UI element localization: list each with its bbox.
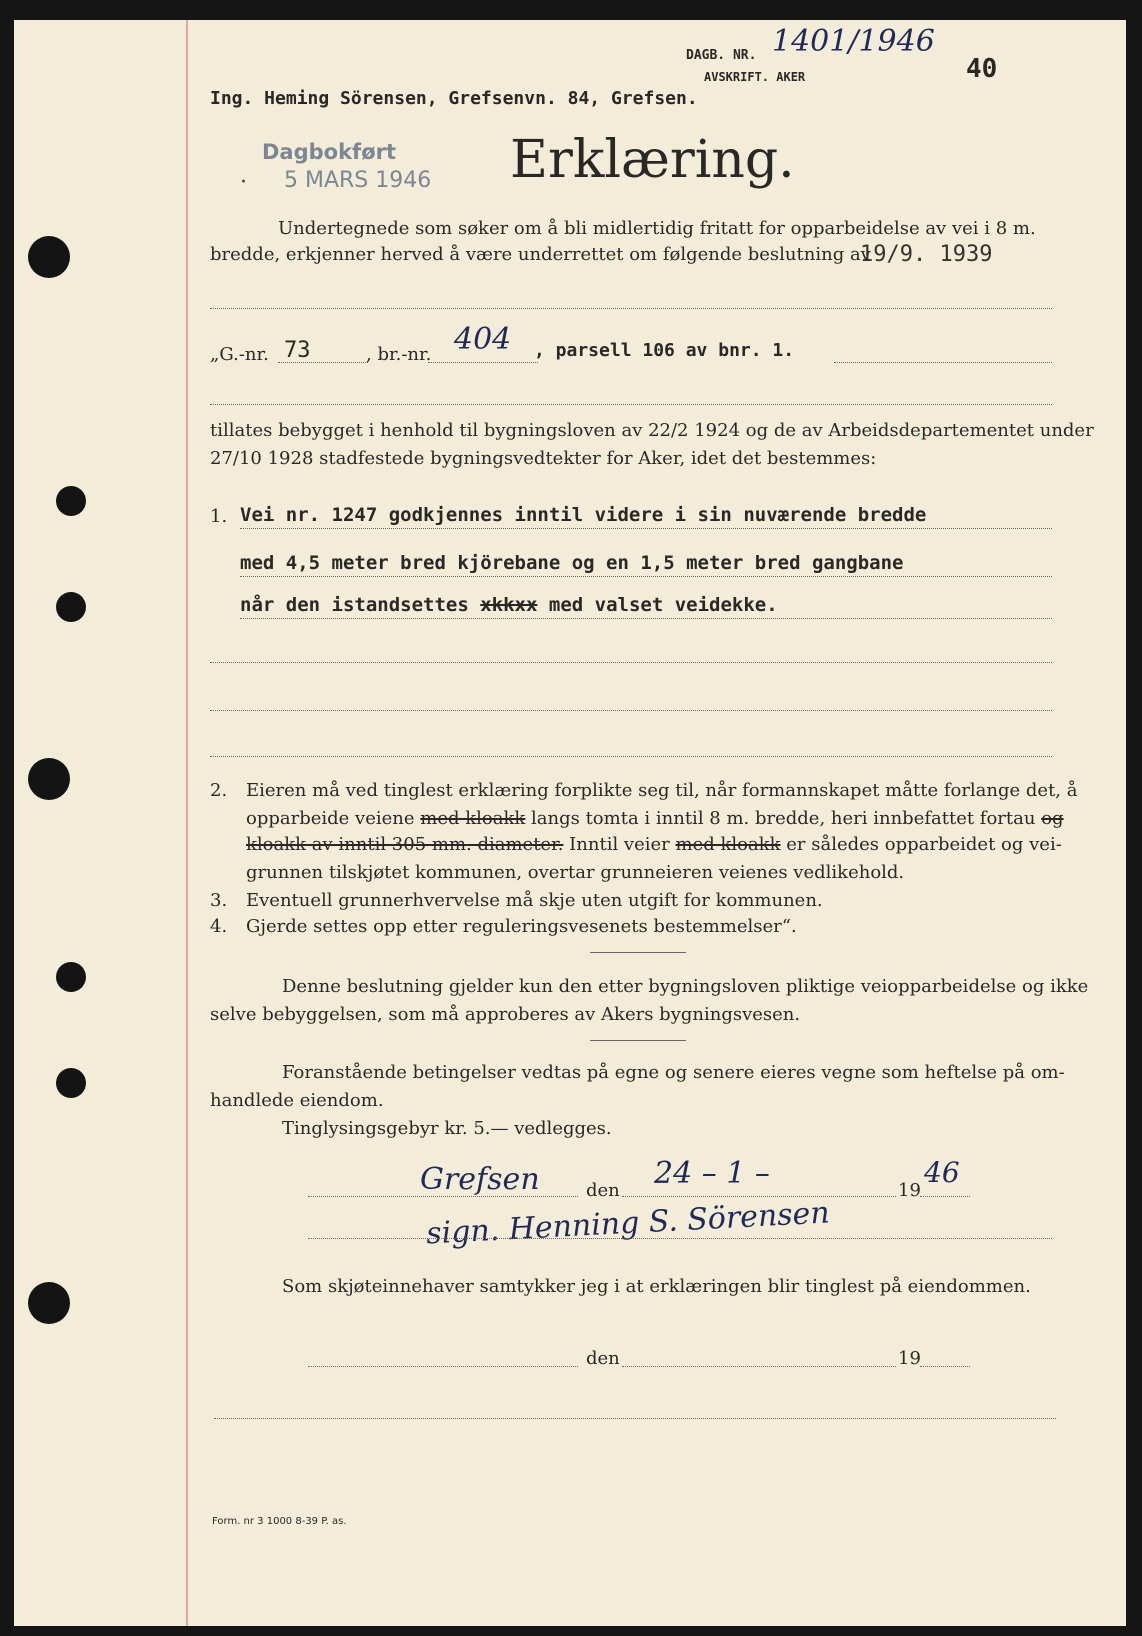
year-prefix: 19 (898, 1180, 921, 1201)
binder-hole (28, 758, 70, 800)
bnr-label: , br.-nr. (366, 344, 432, 365)
intro-line-1: Undertegnede som søker om å bli midlertidig fritatt for opparbeidelse av vei i 8 m. (278, 218, 1036, 239)
dotted-line (210, 756, 1052, 757)
intro-line-2: bredde, erkjenner herved å være underrettet om følgende beslutning av (210, 244, 871, 265)
page-number: 40 (966, 54, 998, 84)
condition-1-line-2: med 4,5 meter bred kjörebane og en 1,5 meter bred gangbane (240, 552, 904, 574)
dotted-line (210, 308, 1052, 309)
parcel-text: , parsell 106 av bnr. 1. (534, 340, 795, 361)
year-handwritten: 46 (924, 1156, 960, 1189)
document-page: DAGB. NR. 1401/1946 AVSKRIFT. AKER 40 Ing. Heming Sörensen, Grefsenvn. 84, Grefsen. Dagbokført · 5 MARS 1946 Erklæring. Undertegnede som søker om å bli midlertidig fritatt for opparbeidelse av vei i 8 m. bredde, erkjenner herved å være underrettet om følgende beslutning av 19/9. 1939 „G.-nr. 73 , br.-nr. 404 , parsell 106 av bnr. 1. tillates bebygget i henhold til bygningsloven av 22/2 1924 og de av Arbeidsdepartementet under 27/10 1928 stadfestede bygningsvedtekter for Aker, idet det bestemmes: 1. Vei nr. 1247 godkjennes inntil videre i sin nuværende bredde med 4,5 meter bred kjörebane og en 1,5 meter bred gangbane når den istandsettes xkkxx med valset veidekke. 2. Eieren må ved tinglest erklæring forplikte seg til, når formannskapet måtte forlange det, å opparbeide veiene med kloakk langs tomta i inntil 8 m. bredde, heri innbefattet fortau og kloakk av inntil 305 mm. diameter. Inntil veier med kloakk er således opparbeidet og vei- grunnen tilskjøtet kommunen, overtar grunneieren veienes vedlikehold. 3. Eventuell grunnerhvervelse må skje uten utgift for kommunen. 4. Gjerde settes opp etter reguleringsvesenets bestemmelser“. Denne beslutning gjelder kun den etter bygningsloven pliktige veiopparbeidelse og ikke selve bebyggelsen, som må approberes av Akers bygningsvesen. Foranstående betingelser vedtas på egne og senere eieres vegne som heftelse på om- handlede eiendom. Tinglysingsgebyr kr. 5.— vedlegges. Grefsen den 24 – 1 – 19 46 sign. Henning S. Sörensen Som skjøteinnehaver samtykker jeg i at erklæringen blir tinglest på eiendommen. den 19 Form. nr 3 1000 8-39 P. as. (14, 20, 1126, 1626)
gnr-value: 73 (284, 338, 311, 363)
place-handwritten: Grefsen (420, 1162, 540, 1197)
divider (590, 1040, 686, 1041)
condition-4-text: Gjerde settes opp etter reguleringsvesenets bestemmelser“. (246, 916, 797, 937)
signature-handwritten: sign. Henning S. Sörensen (425, 1195, 831, 1252)
binder-hole (28, 1282, 70, 1324)
den-label-2: den (586, 1348, 620, 1369)
condition-2-line-3: kloakk av inntil 305 mm. diameter. Inntil veier med kloakk er således opparbeidet og vei- (246, 834, 1062, 855)
dotted-line (210, 662, 1052, 663)
condition-2-line-2: opparbeide veiene med kloakk langs tomta i inntil 8 m. bredde, heri innbefattet fortau og (246, 808, 1064, 829)
divider (590, 952, 686, 953)
sender-line: Ing. Heming Sörensen, Grefsenvn. 84, Grefsen. (210, 88, 698, 109)
permit-line-2: 27/10 1928 stadfestede bygningsvedtekter for Aker, idet det bestemmes: (210, 448, 877, 469)
condition-1-number: 1. (210, 506, 228, 527)
gnr-label: „G.-nr. (210, 344, 269, 365)
binder-hole (56, 486, 86, 516)
struck-text: med kloakk (420, 808, 526, 829)
condition-1-line-3: når den istandsettes xkkxx med valset veidekke. (240, 594, 778, 616)
note-2-line-2: handlede eiendom. (210, 1090, 384, 1111)
struck-text: og (1041, 808, 1064, 829)
dagb-label: DAGB. NR. (686, 48, 757, 63)
condition-2-number: 2. (210, 780, 228, 801)
avskrift-label: AVSKRIFT. AKER (704, 70, 806, 84)
condition-1-line-1: Vei nr. 1247 godkjennes inntil videre i sin nuværende bredde (240, 504, 927, 526)
note-2-line-1: Foranstående betingelser vedtas på egne og senere eieres vegne som heftelse på om- (282, 1062, 1065, 1083)
condition-3-number: 3. (210, 890, 228, 911)
date-handwritten: 24 – 1 – (654, 1156, 770, 1191)
consent-line: Som skjøteinnehaver samtykker jeg i at erklæringen blir tinglest på eiendommen. (282, 1276, 1031, 1297)
form-footer: Form. nr 3 1000 8-39 P. as. (212, 1516, 347, 1527)
dotted-line (214, 1418, 1056, 1419)
binder-hole (56, 592, 86, 622)
bnr-value: 404 (454, 322, 512, 357)
margin-rule (186, 20, 188, 1626)
den-label: den (586, 1180, 620, 1201)
stamp-date: 5 MARS 1946 (284, 168, 432, 193)
dagbokfort-stamp: Dagbokført (262, 140, 397, 164)
dotted-line (210, 710, 1052, 711)
struck-text: med kloakk (675, 834, 781, 855)
year-prefix-2: 19 (898, 1348, 921, 1369)
decision-date: 19/9. 1939 (860, 242, 993, 267)
condition-3-text: Eventuell grunnerhvervelse må skje uten utgift for kommunen. (246, 890, 823, 911)
note-1-line-1: Denne beslutning gjelder kun den etter bygningsloven pliktige veiopparbeidelse og ikke (282, 976, 1089, 997)
dotted-line (210, 404, 1052, 405)
note-1-line-2: selve bebyggelsen, som må approberes av Akers bygningsvesen. (210, 1004, 801, 1025)
condition-2-line-4: grunnen tilskjøtet kommunen, overtar grunneieren veienes vedlikehold. (246, 862, 905, 883)
struck-text: kloakk av inntil 305 mm. diameter. (246, 834, 564, 855)
dagb-value: 1401/1946 (772, 24, 935, 59)
binder-hole (56, 1068, 86, 1098)
binder-hole (56, 962, 86, 992)
condition-2-line-1: Eieren må ved tinglest erklæring forplikte seg til, når formannskapet måtte forlange det, å (246, 780, 1078, 801)
struck-text: xkkxx (480, 594, 538, 616)
permit-line-1: tillates bebygget i henhold til bygningsloven av 22/2 1924 og de av Arbeidsdepartementet under (210, 420, 1094, 441)
page-title: Erklæring. (510, 130, 795, 190)
condition-4-number: 4. (210, 916, 228, 937)
binder-hole (28, 236, 70, 278)
fee-line: Tinglysingsgebyr kr. 5.— vedlegges. (282, 1118, 612, 1139)
